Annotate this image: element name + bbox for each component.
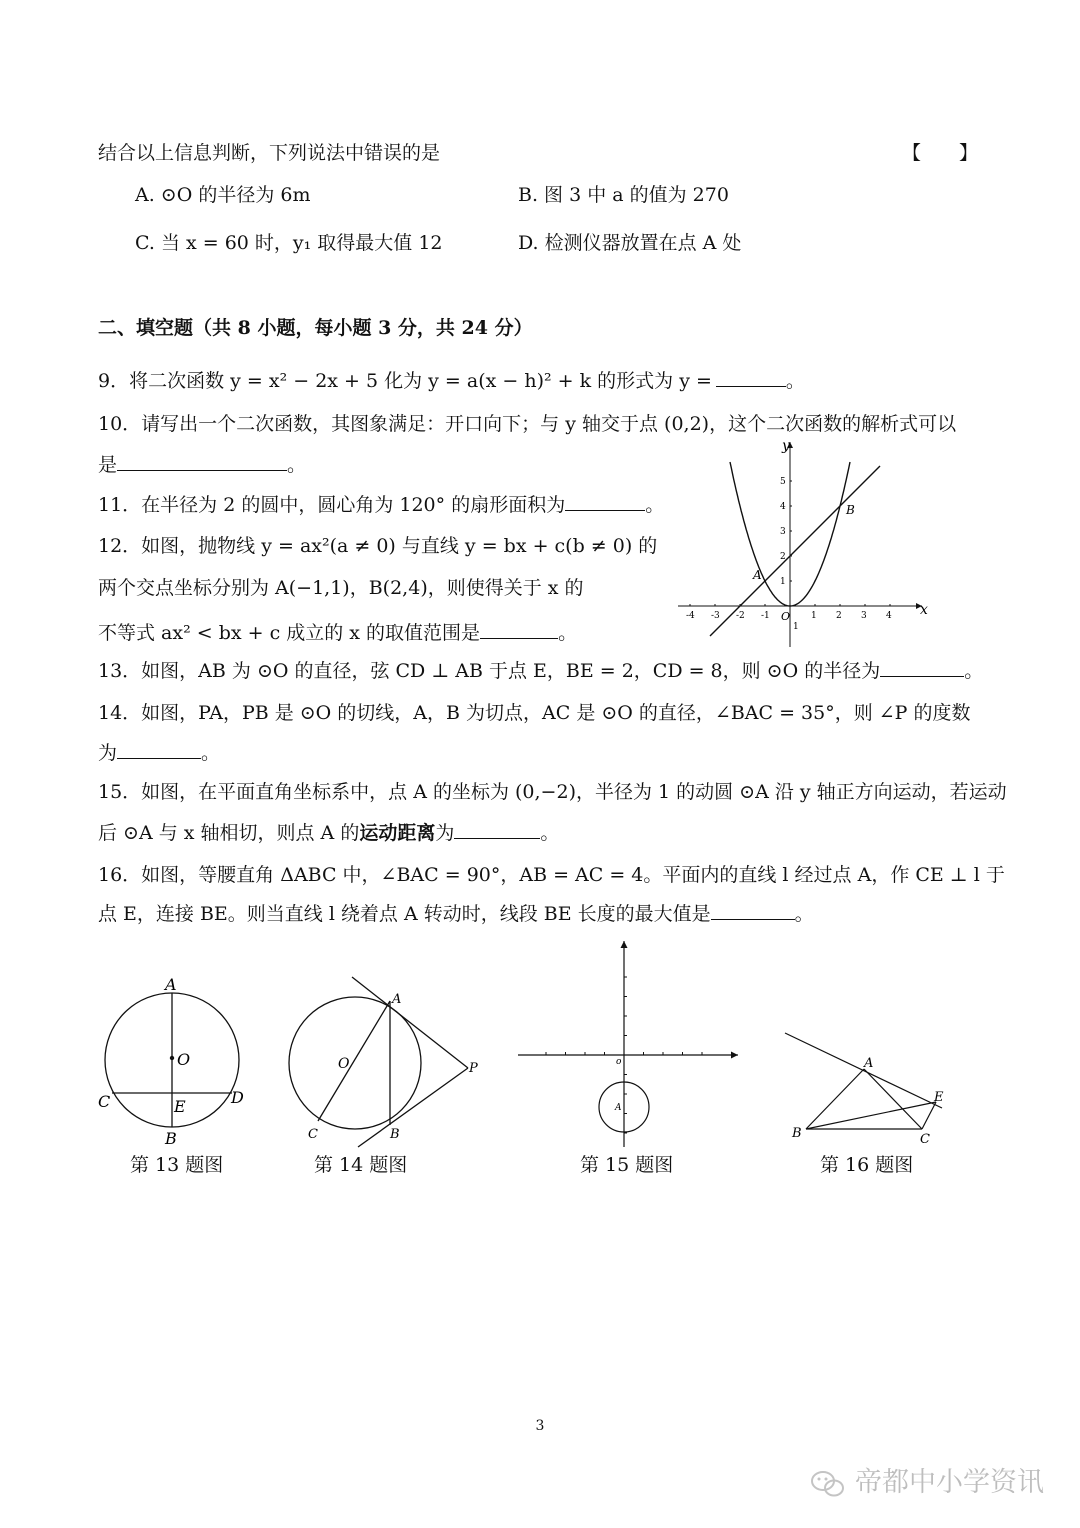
answer-blank[interactable]: [117, 452, 287, 471]
q15-end: 。: [540, 822, 560, 844]
answer-blank[interactable]: [711, 901, 795, 920]
x-tick-label: 4: [886, 611, 892, 621]
question-15-line1: 15．如图，在平面直角坐标系中，点 A 的坐标为 (0,−2)，半径为 1 的动圆 ⊙A 沿 y 轴正方向运动，若运动: [98, 781, 1007, 803]
label-p: P: [469, 1061, 478, 1076]
label-e: E: [174, 1097, 186, 1116]
label-a: A: [165, 975, 177, 994]
question-14-line2: [98, 740, 220, 766]
caption-13: 第 13 题图: [130, 1154, 224, 1176]
figure-14: [280, 975, 490, 1155]
answer-bracket: 【 】: [902, 142, 979, 164]
label-a: A: [864, 1056, 874, 1071]
label-a: A: [392, 992, 402, 1007]
watermark-text: 帝都中小学资讯: [855, 1467, 1044, 1498]
q9-text: 9．将二次函数 y = x² − 2x + 5 化为 y = a(x − h)² + k 的形式为 y =: [98, 370, 712, 392]
center-dot: [170, 1056, 174, 1060]
label-o: O: [177, 1050, 191, 1069]
answer-blank[interactable]: [117, 740, 201, 759]
q13-text: 13．如图，AB 为 ⊙O 的直径，弦 CD ⊥ AB 于点 E，BE = 2，CD = 8，则 ⊙O 的半径为: [98, 660, 881, 682]
y-tick-label: 3: [780, 527, 786, 537]
answer-blank[interactable]: [565, 492, 645, 511]
segment-ab: [806, 1069, 864, 1129]
x-tick-label: -1: [761, 611, 770, 621]
y-tick-label: 4: [780, 502, 786, 512]
segment-be: [806, 1102, 936, 1129]
watermark: [810, 1460, 1044, 1499]
question-10-line2: [98, 452, 306, 478]
q15-bold: 运动距离: [359, 822, 436, 844]
question-12-line2: 两个交点坐标分别为 A(−1,1)，B(2,4)，则使得关于 x 的: [98, 577, 584, 599]
tangent-pa: [352, 977, 468, 1068]
figure-13: [90, 970, 260, 1150]
q16-end: 。: [794, 903, 814, 925]
x-tick-label: -4: [686, 611, 695, 621]
option-b: B. 图 3 中 a 的值为 270: [518, 184, 729, 206]
question-10-line1: 10．请写出一个二次函数，其图象满足：开口向下；与 y 轴交于点 (0,2)，这个二次函数的解析式可以: [98, 413, 957, 435]
option-c: C. 当 x = 60 时，y₁ 取得最大值 12: [135, 232, 443, 254]
label-b: B: [792, 1126, 802, 1141]
question-intro: 结合以上信息判断，下列说法中错误的是: [98, 142, 441, 164]
segment-ac: [864, 1069, 922, 1129]
y-tick-label: 5: [780, 477, 786, 487]
q9-end: 。: [785, 370, 805, 392]
question-16-line1: 16．如图，等腰直角 ΔABC 中，∠BAC = 90°，AB = AC = 4。平面内的直线 l 经过点 A，作 CE ⊥ l 于: [98, 864, 1005, 886]
section-title: 二、填空题（共 8 小题，每小题 3 分，共 24 分）: [98, 317, 533, 339]
q16-line2: 点 E，连接 BE。则当直线 l 绕着点 A 转动时，线段 BE 长度的最大值是: [98, 903, 711, 925]
y-tick-label: 2: [780, 552, 786, 562]
caption-14: 第 14 题图: [314, 1154, 408, 1176]
y-neg-label: 1: [793, 622, 799, 632]
label-b: B: [390, 1127, 400, 1142]
label-b: B: [165, 1129, 177, 1148]
q10-end: 。: [287, 454, 307, 476]
x-axis-label: x: [920, 602, 928, 618]
question-11: [98, 492, 664, 518]
q13-end: 。: [964, 660, 984, 682]
question-12-line3: [98, 620, 577, 646]
diameter-ac: [318, 1001, 390, 1121]
q10-line2: 是: [98, 454, 118, 476]
y-tick-label: 1: [780, 577, 786, 587]
q12-end: 。: [558, 622, 578, 644]
q14-line2: 为: [98, 742, 118, 764]
caption-16: 第 16 题图: [820, 1154, 914, 1176]
y-axis-label: y: [782, 438, 790, 454]
q14-end: 。: [201, 742, 221, 764]
label-c: C: [920, 1132, 930, 1147]
option-a: A. ⊙O 的半径为 6m: [135, 184, 311, 206]
answer-blank[interactable]: [716, 368, 786, 387]
origin-label: O: [781, 610, 791, 623]
label-d: D: [231, 1088, 244, 1107]
x-tick-label: 3: [861, 611, 867, 621]
question-15-line2: [98, 820, 559, 846]
line: [710, 466, 880, 636]
wechat-icon: [810, 1469, 846, 1499]
tangent-pb: [358, 1068, 468, 1147]
q15-line2a: 后 ⊙A 与 x 轴相切，则点 A 的: [98, 822, 360, 844]
q11-end: 。: [645, 494, 665, 516]
question-12-line1: 12．如图，抛物线 y = ax²(a ≠ 0) 与直线 y = bx + c(b ≠ 0) 的: [98, 535, 658, 557]
answer-blank[interactable]: [454, 820, 540, 839]
point-a-label: A: [753, 568, 762, 582]
caption-15: 第 15 题图: [580, 1154, 674, 1176]
label-a: A: [615, 1103, 622, 1113]
figure-15: [512, 935, 748, 1150]
circle-o: [289, 997, 421, 1129]
q15-line2c: 为: [435, 822, 455, 844]
q11-text: 11．在半径为 2 的圆中，圆心角为 120° 的扇形面积为: [98, 494, 566, 516]
answer-blank[interactable]: [480, 620, 558, 639]
question-9: [98, 368, 805, 394]
option-d: D. 检测仪器放置在点 A 处: [518, 232, 742, 254]
question-13: [98, 658, 983, 684]
q12-line3: 不等式 ax² < bx + c 成立的 x 的取值范围是: [98, 622, 481, 644]
label-c: C: [98, 1092, 111, 1111]
label-c: C: [308, 1127, 318, 1142]
point-b-label: B: [846, 503, 855, 517]
figure-16: [780, 1025, 960, 1150]
label-o: O: [338, 1056, 350, 1072]
label-origin: o: [616, 1057, 622, 1067]
x-tick-label: 2: [836, 611, 842, 621]
question-14-line1: 14．如图，PA，PB 是 ⊙O 的切线，A，B 为切点，AC 是 ⊙O 的直径，∠BAC = 35°，则 ∠P 的度数: [98, 702, 971, 724]
label-e: E: [934, 1090, 944, 1105]
x-tick-label: 1: [811, 611, 817, 621]
question-16-line2: [98, 901, 814, 927]
x-tick-label: -3: [711, 611, 720, 621]
q12-graph: [670, 432, 950, 652]
segment-ce: [922, 1102, 936, 1129]
page-number: 3: [535, 1418, 545, 1434]
x-tick-label: -2: [736, 611, 745, 621]
answer-blank[interactable]: [880, 658, 964, 677]
